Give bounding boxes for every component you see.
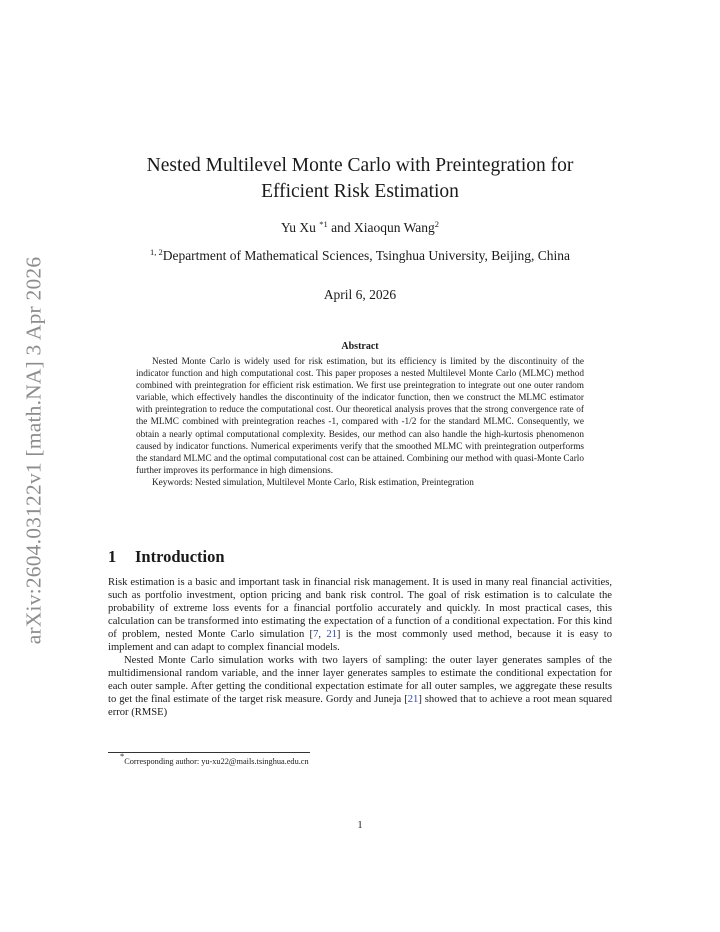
affiliation-text: Department of Mathematical Sciences, Tsinghua University, Beijing, China bbox=[162, 248, 571, 263]
paper-date: April 6, 2026 bbox=[323, 287, 397, 302]
footnote-rule bbox=[108, 752, 310, 753]
author-list bbox=[108, 220, 612, 236]
title-line-1: Nested Multilevel Monte Carlo with Preintegration for bbox=[146, 155, 574, 176]
author-2: Xiaoqun Wang bbox=[353, 220, 435, 235]
author-2-mark: 2 bbox=[434, 219, 440, 229]
citation-link[interactable]: 7 bbox=[313, 629, 319, 641]
paragraph-1-text-a: Risk estimation is a basic and important task in financial risk management. It is used in many real financial activities, such as portfolio investment, option pricing and bank risk control. The goal of risk estimation is to calculate the probability of extreme loss events for a financial portfolio accurately and quickly. In most practical cases, this calculation can be transformed into estimating the expectation of a function of a conditional expectation. For this kind of problem, nested Monte Carlo simulation [ bbox=[108, 577, 612, 641]
paragraph-1 bbox=[108, 576, 612, 654]
paragraph-1-text-b: ] is the most commonly used method, because it is easy to implement and can adapt to complex financial models. bbox=[108, 629, 613, 654]
affiliation bbox=[108, 248, 612, 264]
paragraph-2 bbox=[108, 654, 612, 719]
author-conjunction: and bbox=[327, 220, 354, 235]
paper-title bbox=[108, 153, 612, 205]
author-1: Yu Xu bbox=[280, 220, 316, 235]
keywords-line: Keywords: Nested simulation, Multilevel Monte Carlo, Risk estimation, Preintegration bbox=[152, 477, 474, 488]
arxiv-identifier-stamp bbox=[14, 250, 54, 650]
page-number: 1 bbox=[357, 820, 363, 831]
author-1-mark: *1 bbox=[319, 219, 328, 229]
paragraph-2-text-b: ] showed that to achieve a root mean squared error (RMSE) bbox=[108, 694, 612, 719]
section-heading-introduction bbox=[108, 547, 225, 567]
footnote bbox=[120, 751, 309, 766]
footnote-text: Corresponding author: yu-xu22@mails.tsinghua.edu.cn bbox=[124, 757, 309, 766]
introduction-body bbox=[108, 576, 612, 720]
affiliation-mark: 1, 2 bbox=[149, 247, 163, 257]
abstract-heading: Abstract bbox=[341, 341, 379, 352]
arxiv-stamp-text: arXiv:2604.03122v1 [math.NA] 3 Apr 2026 bbox=[21, 256, 46, 644]
citation-separator: , bbox=[318, 629, 327, 641]
footnote-mark: * bbox=[120, 751, 125, 761]
section-number: 1 bbox=[108, 547, 117, 566]
paragraph-2-text-a: Nested Monte Carlo simulation works with two layers of sampling: the outer layer generates samples of the multidimensional random variable, and the inner layer generates samples to estimate the conditional expectation for each outer sample. After getting the conditional expectation estimate for all outer samples, we aggregate these results to get the final estimate of the target risk measure. Gordy and Juneja [ bbox=[108, 655, 612, 706]
section-title: Introduction bbox=[135, 547, 225, 566]
abstract-block bbox=[136, 356, 584, 489]
citation-link[interactable]: 21 bbox=[407, 694, 419, 706]
abstract-text: Nested Monte Carlo is widely used for risk estimation, but its efficiency is limited by the discontinuity of the indicator function and high computational cost. This paper proposes a nested Multilevel Monte Carlo (MLMC) method combined with preintegration for efficient risk estimation. We first use preintegration to integrate out one outer random variable, which effectively handles the discontinuity of the indicator function, then we construct the MLMC estimator with preintegration to reduce the computational cost. Our theoretical analysis proves that the strong convergence rate of the MLMC combined with preintegration reaches -1, compared with -1/2 for the standard MLMC. Consequently, we obtain a nearly optimal computational complexity. Besides, our method can also handle the high-kurtosis phenomenon caused by indicator functions. Numerical experiments verify that the smoothed MLMC with preintegration outperforms the standard MLMC and the optimal computational cost can be attained. Combining our method with quasi-Monte Carlo further improves its performance in high dimensions. bbox=[136, 357, 584, 476]
title-line-2: Efficient Risk Estimation bbox=[261, 181, 459, 202]
citation-link[interactable]: 21 bbox=[326, 629, 337, 641]
